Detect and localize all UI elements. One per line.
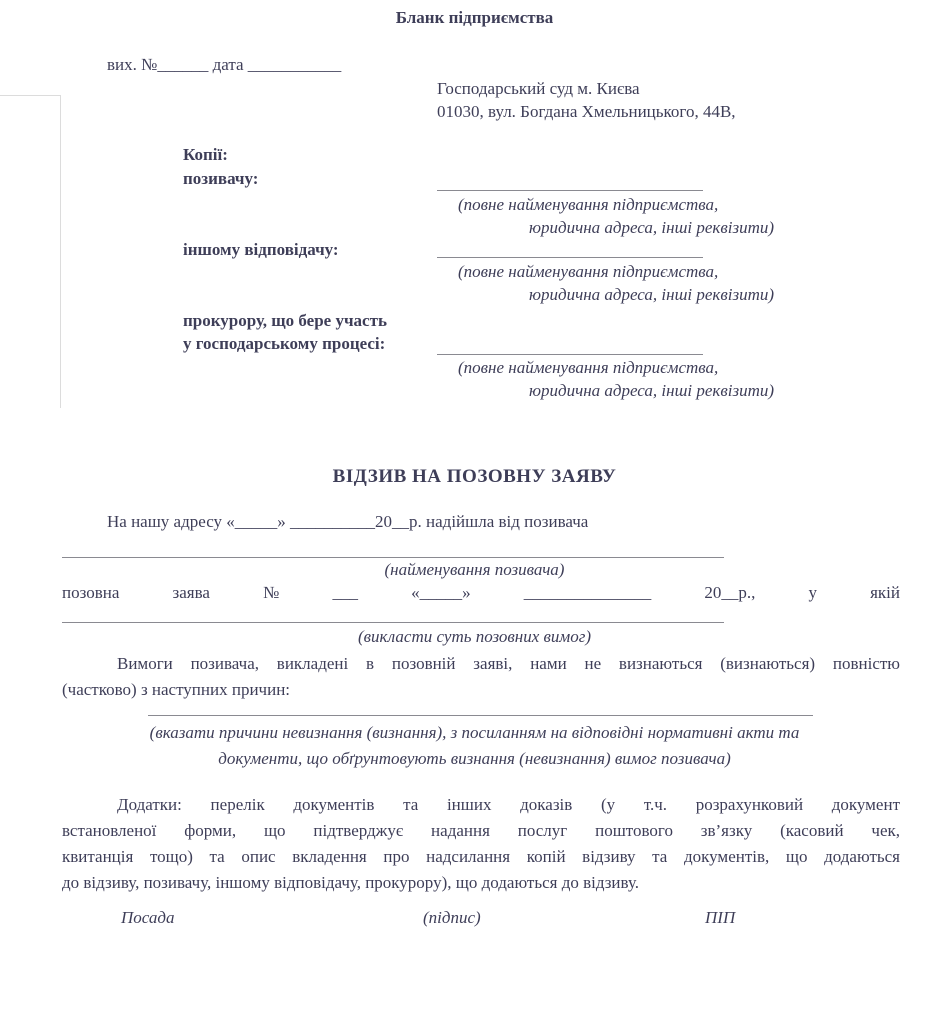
plaintiff-caption-line2: юридична адреса, інші реквізити) <box>529 218 775 237</box>
reasons-caption <box>0 720 949 772</box>
claim-token: позовна <box>62 583 120 602</box>
claim-essence-fill-line <box>62 610 724 623</box>
demands-line2: (частково) з наступних причин: <box>62 680 291 699</box>
copies-label-prosecutor-line1: прокурору, що бере участь <box>183 311 387 330</box>
claim-essence-caption: (викласти суть позовних вимог) <box>357 627 592 646</box>
court-street-address: 01030, вул. Богдана Хмельницького, 44В, <box>437 102 736 121</box>
intro-sentence: На нашу адресу «_____» __________20__р. надійшла від позивача <box>107 512 589 531</box>
claim-token: «_____» <box>411 583 471 602</box>
letterhead-title: Бланк підприємства <box>395 8 554 27</box>
attachments-line1: Додатки: перелік документів та інших доказів (у т.ч. розрахунковий документ <box>117 795 900 814</box>
prosecutor-caption-line2: юридична адреса, інші реквізити) <box>529 381 775 400</box>
attachments-line3: квитанція тощо) та опис вкладення про надсилання копій відзиву та документів, що додаються <box>62 847 900 866</box>
claim-token: у <box>808 583 817 602</box>
footer-name-label: ПІП <box>705 908 736 927</box>
scan-edge-horizontal <box>0 95 61 96</box>
reasons-caption-line1: (вказати причини невизнання (визнання), з посиланням на відповідні нормативні акти та <box>149 723 800 742</box>
claim-token: № <box>263 583 280 602</box>
other-defendant-caption-line1: (повне найменування підприємства, <box>458 262 719 281</box>
scan-edge-vertical <box>60 95 61 408</box>
reasons-fill-line <box>148 703 813 716</box>
other-defendant-name-line <box>437 239 703 258</box>
claim-token: 20__р., <box>704 583 756 602</box>
outgoing-ref-line: вих. №______ дата ___________ <box>107 55 342 74</box>
attachments-line2: встановленої форми, що підтверджує надання послуг поштового зв’язку (касовий чек, <box>62 821 900 840</box>
attachments-line4: до відзиву, позивачу, іншому відповідачу, прокурору), що додаються до відзиву. <box>62 873 640 892</box>
copies-label-plaintiff: позивачу: <box>183 169 259 188</box>
footer-position-label: Посада <box>121 908 175 927</box>
footer-signature-label: (підпис) <box>423 908 481 927</box>
copies-label-other-defendant: іншому відповідачу: <box>183 240 339 259</box>
claim-token: якій <box>870 583 900 602</box>
prosecutor-caption-line1: (повне найменування підприємства, <box>458 358 719 377</box>
plaintiff-name-line <box>437 172 703 191</box>
prosecutor-name-line <box>437 336 703 355</box>
reasons-caption-line2: документи, що обґрунтовують визнання (невизнання) вимог позивача) <box>218 749 731 768</box>
attachments-paragraph <box>62 792 900 896</box>
plaintiff-fill-caption: (найменування позивача) <box>384 560 565 579</box>
plaintiff-fill-line <box>62 545 724 558</box>
demands-paragraph <box>62 651 900 703</box>
plaintiff-caption-line1: (повне найменування підприємства, <box>458 195 719 214</box>
court-name: Господарський суд м. Києва <box>437 79 640 98</box>
copies-label-prosecutor-line2: у господарському процесі: <box>183 334 386 353</box>
demands-line1: Вимоги позивача, викладені в позовній заяві, нами не визнаються (визнаються) повністю <box>117 654 900 673</box>
other-defendant-caption-line2: юридична адреса, інші реквізити) <box>529 285 775 304</box>
claim-token: заява <box>172 583 210 602</box>
claim-token: _______________ <box>523 583 652 602</box>
document-title: ВІДЗИВ НА ПОЗОВНУ ЗАЯВУ <box>332 466 617 487</box>
court-address-block <box>437 77 736 123</box>
claim-line <box>62 583 900 603</box>
copies-heading: Копії: <box>183 145 228 164</box>
claim-token: ___ <box>332 583 358 602</box>
